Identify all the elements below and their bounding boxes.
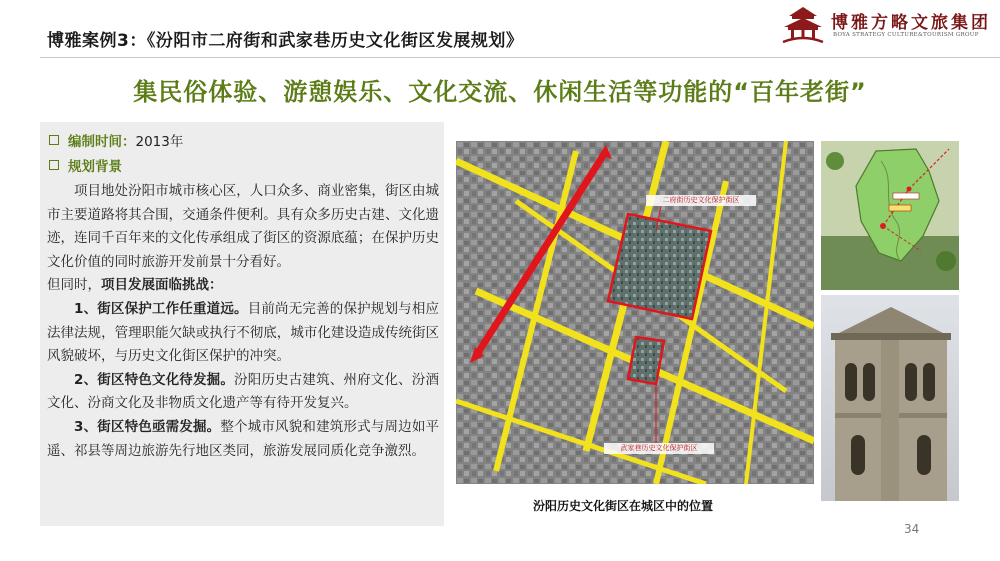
intro-paragraph: 项目地处汾阳市城市核心区，人口众多、商业密集，街区由城市主要道路将其合围，交通条件便利。具有众多历史古建、文化遗迹，连同千百年来的文化传承组成了街区的资源底蕴；在保护历史文化价值的同时旅游开发前景十分看好。 [47,183,439,270]
point-1-text: 目前尚无完善的保护规划与相应法律法规，管理职能欠缺或执行不彻底，城市化建设造成传统街区风貌破坏，与历史文化街区保护的冲突。 [47,300,439,365]
point-3-text: 整个城市风貌和建筑形式与周边如平遥、祁县等周边旅游先行地区类同，旅游发展同质化竞争激烈。 [47,418,439,459]
point-1 [47,298,439,369]
bullet-time [49,130,183,150]
church-tower-graphic [821,295,959,501]
challenge-lead: 但同时， [47,277,101,294]
bullet-background [49,155,122,175]
point-2 [47,369,439,416]
regional-map-graphic [821,141,959,290]
city-location-map [456,141,814,484]
point-3 [47,416,439,463]
square-bullet-icon [49,135,59,145]
slide-subtitle: 集民俗体验、游憩娱乐、文化交流、休闲生活等功能的“百年老街” [133,78,867,106]
challenge-paragraph [47,274,439,298]
time-value: 2013年 [135,134,184,150]
logo-name-cn: 博雅方略文旅集团 [831,13,991,33]
point-3-heading: 3、街区特色亟需发掘。 [74,418,221,435]
point-2-text: 汾阳历史古建筑、州府文化、汾酒文化、汾商文化及非物质文化遗产等有待开发复兴。 [47,371,439,412]
company-logo [778,6,1000,48]
body-text [47,180,439,463]
church-tower-photo [821,295,959,501]
logo-name-en: BOYA STRATEGY CULTURE&TOURISM GROUP [833,32,979,38]
map-caption: 汾阳历史文化街区在城区中的位置 [532,499,713,513]
challenge-heading: 项目发展面临挑战： [101,277,223,294]
time-label: 编制时间： [68,134,136,150]
text-panel [40,122,444,526]
page-title: 博雅案例3：《汾阳市二府街和武家巷历史文化街区发展规划》 [47,31,524,51]
square-bullet-icon [49,160,59,170]
point-2-heading: 2、街区特色文化待发掘。 [74,371,235,388]
regional-map-image [821,141,959,290]
map-label-north: 二府街历史文化保护街区 [662,196,740,204]
map-label-south: 武家巷历史文化保护街区 [620,444,698,452]
point-1-heading: 1、街区保护工作任重道远。 [74,300,248,317]
satellite-map-graphic [456,141,814,484]
pagoda-logo-icon [780,6,826,46]
header-divider [40,57,1000,58]
page-number: 34 [904,522,920,536]
background-label: 规划背景 [68,159,122,175]
